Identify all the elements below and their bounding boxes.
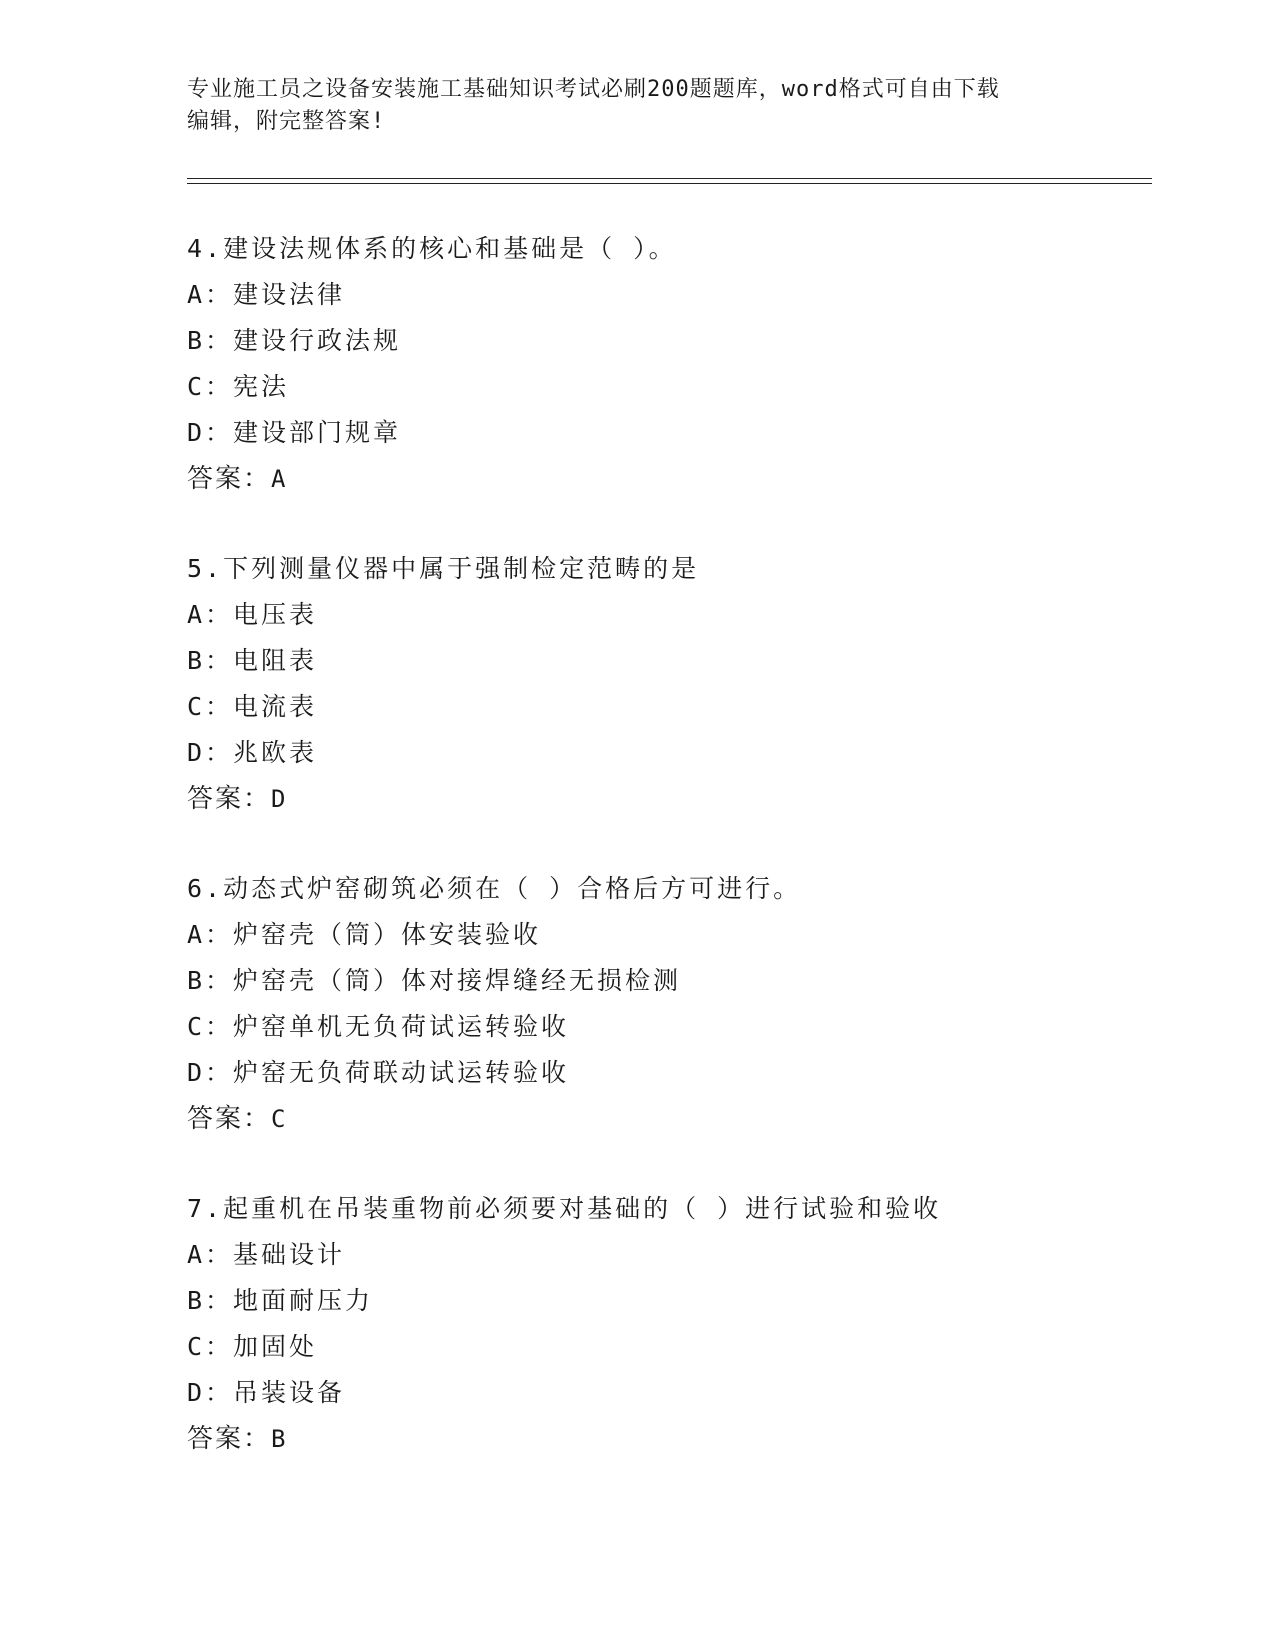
question-block xyxy=(187,866,1147,1142)
option-a: A：电压表 xyxy=(187,600,318,629)
option-c: C：加固处 xyxy=(187,1332,318,1361)
option-d: D：兆欧表 xyxy=(187,738,318,767)
answer-value: D xyxy=(271,785,288,813)
option-a: A：基础设计 xyxy=(187,1240,346,1269)
header-title-line-1: 专业施工员之设备安装施工基础知识考试必刷200题题库，word格式可自由下载 xyxy=(187,77,1000,102)
answer-value: B xyxy=(271,1425,288,1453)
option-b: B：炉窑壳（筒）体对接焊缝经无损检测 xyxy=(187,966,682,995)
option-a: A：炉窑壳（筒）体安装验收 xyxy=(187,920,542,949)
answer-label: 答案： xyxy=(187,784,272,814)
answer-value: A xyxy=(271,465,288,493)
question-block xyxy=(187,546,1147,822)
question-block xyxy=(187,1186,1147,1462)
question-stem: 4.建设法规体系的核心和基础是（ ）。 xyxy=(187,234,677,263)
option-c: C：炉窑单机无负荷试运转验收 xyxy=(187,1012,570,1041)
document-header xyxy=(187,74,1087,138)
question-block xyxy=(187,226,1147,502)
option-c: C：电流表 xyxy=(187,692,318,721)
answer-line xyxy=(187,776,1147,822)
option-b: B：地面耐压力 xyxy=(187,1286,374,1315)
answer-line xyxy=(187,1096,1147,1142)
option-b: B：电阻表 xyxy=(187,646,318,675)
option-d: D：建设部门规章 xyxy=(187,418,402,447)
header-title-line-2: 编辑，附完整答案! xyxy=(187,109,386,134)
option-a: A：建设法律 xyxy=(187,280,346,309)
answer-label: 答案： xyxy=(187,1104,272,1134)
answer-line xyxy=(187,456,1147,502)
answer-label: 答案： xyxy=(187,1424,272,1454)
question-stem: 7.起重机在吊装重物前必须要对基础的（ ）进行试验和验收 xyxy=(187,1194,942,1223)
question-stem: 6.动态式炉窑砌筑必须在（ ）合格后方可进行。 xyxy=(187,874,802,903)
answer-value: C xyxy=(271,1105,288,1133)
answer-line xyxy=(187,1416,1147,1462)
question-stem: 5.下列测量仪器中属于强制检定范畴的是 xyxy=(187,554,700,583)
answer-label: 答案： xyxy=(187,464,272,494)
option-d: D：吊装设备 xyxy=(187,1378,346,1407)
option-b: B：建设行政法规 xyxy=(187,326,402,355)
header-rule-top xyxy=(187,178,1152,179)
header-rule-bottom xyxy=(187,183,1152,184)
option-d: D：炉窑无负荷联动试运转验收 xyxy=(187,1058,570,1087)
option-c: C：宪法 xyxy=(187,372,290,401)
